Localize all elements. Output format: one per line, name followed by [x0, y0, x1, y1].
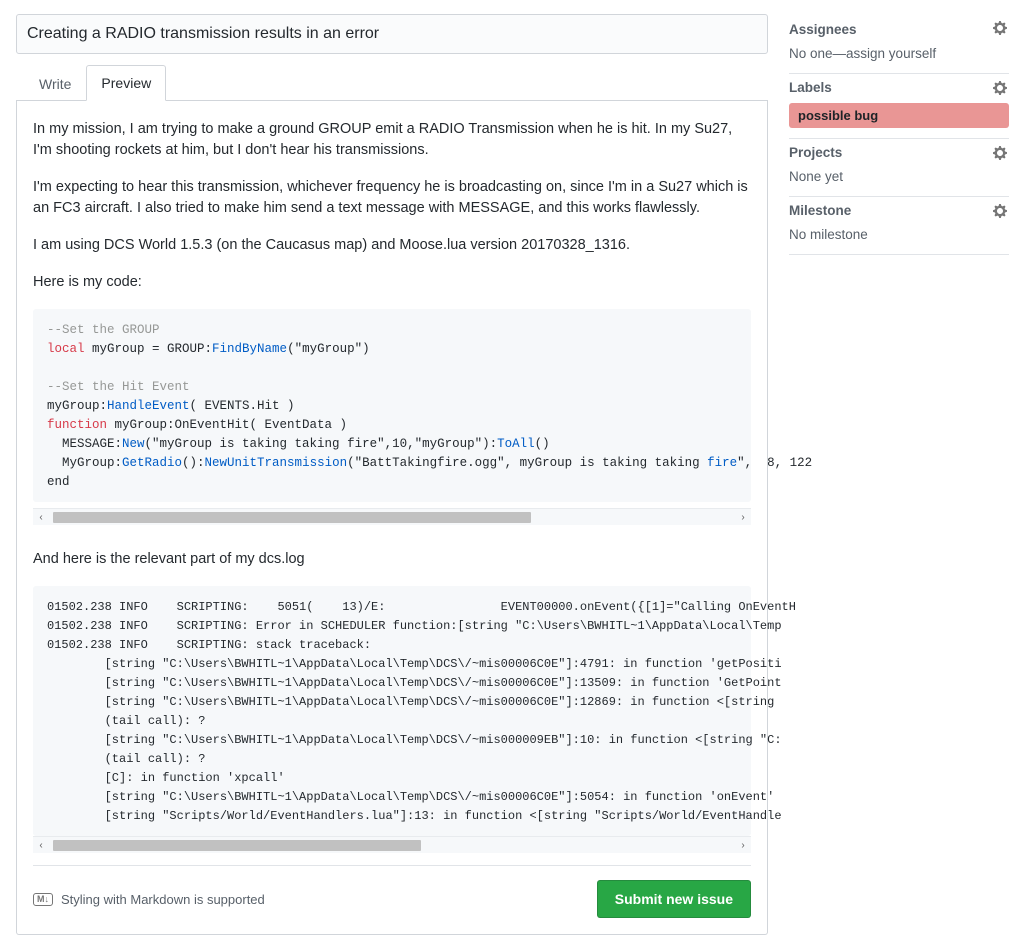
log-horizontal-scrollbar[interactable] — [33, 836, 751, 853]
preview-panel — [16, 101, 813, 935]
log-line-8: [string "C:\Users\BWHITL~1\AppData\Local\Temp\DCS\/~mis000009EB"]:10: in function <[string "C: — [47, 733, 782, 747]
code-fn-new: New — [122, 437, 145, 451]
form-footer — [33, 865, 751, 924]
code-horizontal-scrollbar[interactable] — [33, 508, 751, 525]
log-line-2: 01502.238 INFO SCRIPTING: Error in SCHEDULER function:[string "C:\Users\BWHITL~1\AppData\Local\Temp — [47, 619, 782, 633]
log-line-6: [string "C:\Users\BWHITL~1\AppData\Local\Temp\DCS\/~mis00006C0E"]:12869: in function <[string — [47, 695, 782, 709]
code-text-4b: ( EVENTS.Hit ) — [189, 399, 295, 413]
tab-write[interactable]: Write — [39, 76, 72, 92]
editor-tabs — [16, 66, 768, 101]
log-scroll-track[interactable] — [49, 839, 735, 852]
markdown-note-text: Styling with Markdown is supported — [61, 891, 265, 907]
log-line-1: 01502.238 INFO SCRIPTING: 5051( 13)/E: EVENT00000.onEvent({[1]="Calling OnEventH — [47, 600, 796, 614]
preview-paragraph-2: I'm expecting to hear this transmission, whichever frequency he is broadcasting on, since I'm in a Su27 which is an FC3 aircraft. I also tried to make him send a text message with MESSAGE, and this works flawlessly. — [33, 179, 748, 216]
label-chip-possible-bug[interactable]: possible bug — [789, 103, 1009, 128]
log-line-12: [string "Scripts/World/EventHandlers.lua"]:13: in function <[string "Scripts/World/EventHandle — [47, 809, 782, 823]
code-text-5: myGroup:OnEventHit( EventData ) — [107, 418, 348, 432]
gear-icon[interactable] — [993, 80, 1009, 96]
sidebar-section-milestone — [789, 197, 1009, 255]
scroll-track[interactable] — [49, 511, 735, 524]
code-content — [47, 321, 813, 492]
log-scroll-right-arrow-icon[interactable]: › — [741, 839, 745, 851]
milestone-title: Milestone — [789, 203, 852, 218]
scroll-left-arrow-icon[interactable]: ‹ — [39, 511, 43, 523]
sidebar-section-labels — [789, 74, 1009, 139]
code-comment-2: --Set the Hit Event — [47, 380, 190, 394]
preview-paragraph-4: Here is my code: — [33, 274, 142, 290]
code-text-6c: () — [534, 437, 550, 451]
projects-title: Projects — [789, 145, 843, 160]
log-line-3: 01502.238 INFO SCRIPTING: stack traceback: — [47, 638, 372, 652]
code-text-7fire: fire — [707, 456, 738, 470]
tab-preview[interactable]: Preview — [86, 65, 166, 101]
issue-title-input[interactable] — [16, 14, 768, 54]
log-content — [47, 598, 796, 826]
markdown-note — [33, 892, 265, 907]
issue-sidebar — [789, 14, 1009, 255]
gear-icon[interactable] — [993, 145, 1009, 161]
code-block-lua — [33, 309, 813, 502]
milestone-value: No milestone — [789, 227, 868, 242]
projects-value: None yet — [789, 169, 844, 184]
code-text-6a: MESSAGE: — [47, 437, 123, 451]
assignees-value[interactable]: No one—assign yourself — [789, 46, 937, 61]
code-keyword-function: function — [47, 418, 108, 432]
scroll-right-arrow-icon[interactable]: › — [741, 511, 745, 523]
log-line-10: [C]: in function 'xpcall' — [47, 771, 285, 785]
code-fn-toall: ToAll — [497, 437, 535, 451]
log-line-5: [string "C:\Users\BWHITL~1\AppData\Local\Temp\DCS\/~mis00006C0E"]:13509: in function 'GetPoint — [47, 676, 782, 690]
code-text-2b: ("myGroup") — [287, 342, 370, 356]
code-text-7c: ("BattTakingfire.ogg", myGroup is taking taking — [347, 456, 708, 470]
code-keyword-local: local — [47, 342, 85, 356]
log-scroll-thumb[interactable] — [53, 840, 421, 851]
labels-title: Labels — [789, 80, 832, 95]
markdown-icon: M↓ — [33, 893, 53, 906]
code-comment-1: --Set the GROUP — [47, 323, 160, 337]
submit-new-issue-button[interactable]: Submit new issue — [597, 880, 751, 918]
code-fn-newunittransmission: NewUnitTransmission — [204, 456, 348, 470]
code-text-2a: myGroup = GROUP: — [84, 342, 213, 356]
preview-paragraph-1: In my mission, I am trying to make a ground GROUP emit a RADIO Transmission when he is hit. In my Su27, I'm shooting rockets at him, but I don't hear his transmissions. — [33, 121, 733, 158]
code-keyword-end: end — [47, 475, 70, 489]
log-block — [33, 586, 796, 836]
sidebar-section-assignees — [789, 14, 1009, 74]
log-scroll-left-arrow-icon[interactable]: ‹ — [39, 839, 43, 851]
code-text-7a: MyGroup: — [47, 456, 123, 470]
assignees-title: Assignees — [789, 22, 857, 37]
code-text-7b: (): — [182, 456, 205, 470]
preview-paragraph-3: I am using DCS World 1.5.3 (on the Caucasus map) and Moose.lua version 20170328_1316. — [33, 237, 630, 253]
sidebar-section-projects — [789, 139, 1009, 197]
log-line-7: (tail call): ? — [47, 714, 206, 728]
code-text-6b: ("myGroup is taking taking fire",10,"myGroup"): — [144, 437, 498, 451]
code-text-4a: myGroup: — [47, 399, 108, 413]
gear-icon[interactable] — [993, 203, 1009, 219]
gear-icon[interactable] — [993, 20, 1009, 36]
code-fn-getradio: GetRadio — [122, 456, 183, 470]
log-line-4: [string "C:\Users\BWHITL~1\AppData\Local\Temp\DCS\/~mis00006C0E"]:4791: in function 'getPositi — [47, 657, 782, 671]
log-line-9: (tail call): ? — [47, 752, 206, 766]
preview-paragraph-5: And here is the relevant part of my dcs.log — [33, 551, 305, 567]
code-fn-findbyname: FindByName — [212, 342, 288, 356]
code-fn-handleevent: HandleEvent — [107, 399, 190, 413]
code-text-7d: ", 8, 122 — [737, 456, 813, 470]
scroll-thumb[interactable] — [53, 512, 531, 523]
log-line-11: [string "C:\Users\BWHITL~1\AppData\Local\Temp\DCS\/~mis00006C0E"]:5054: in function 'onEvent' — [47, 790, 775, 804]
